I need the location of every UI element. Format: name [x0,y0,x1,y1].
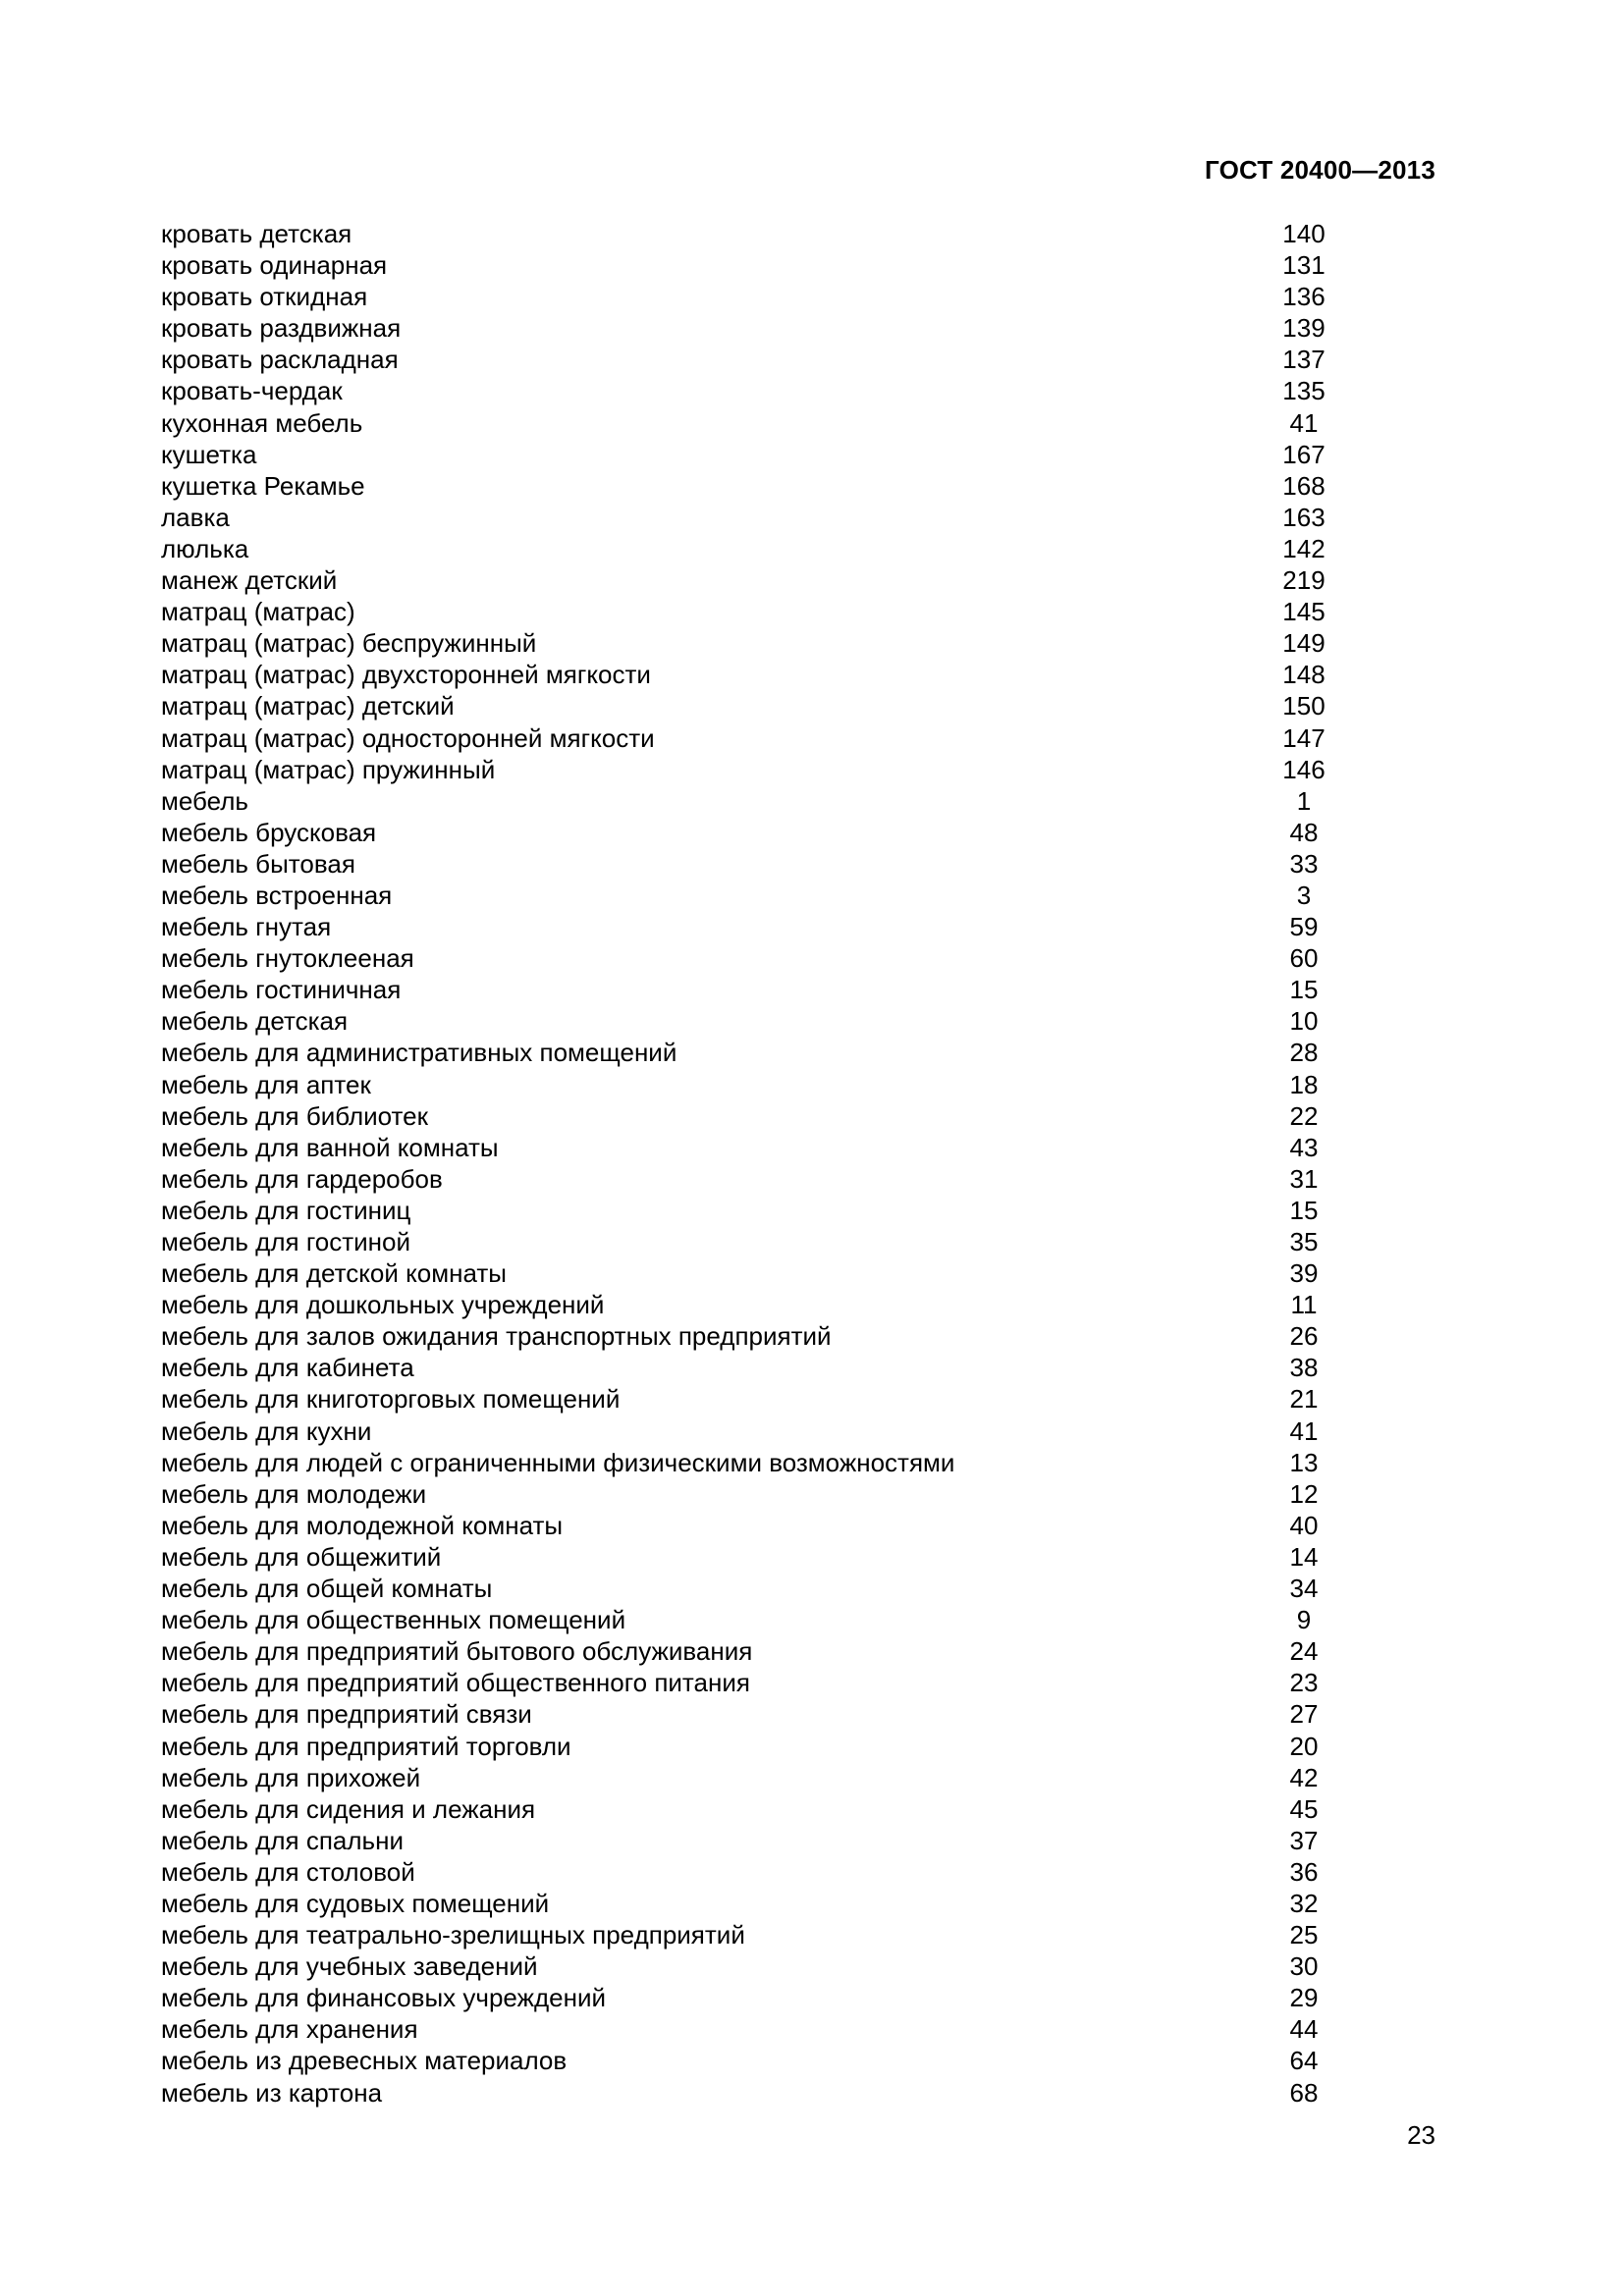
index-number: 9 [1296,1605,1312,1635]
index-number: 15 [1289,1195,1319,1225]
index-number: 23 [1289,1668,1319,1698]
index-entry [161,2013,1359,2045]
index-number: 44 [1289,2014,1319,2045]
index-entry [161,1478,1359,1510]
index-term: матрац (матрас) беспружинный [161,628,537,659]
index-number: 148 [1282,660,1326,690]
index-term: мебель для общественных помещений [161,1605,626,1635]
index-entry [161,1856,1359,1888]
index-term: кровать раскладная [161,345,399,375]
index-entry [161,1320,1359,1352]
index-term: мебель для спальни [161,1825,404,1855]
index-entry [161,375,1359,406]
index-entry [161,1510,1359,1541]
index-term: мебель для ванной комнаты [161,1132,499,1162]
index-term: кровать одинарная [161,250,388,281]
index-entry [161,596,1359,627]
index-entry [161,564,1359,596]
index-term: мебель для судовых помещений [161,1888,550,1918]
index-entry [161,1257,1359,1289]
index-term: матрац (матрас) детский [161,691,455,721]
index-number: 147 [1282,722,1326,753]
index-term: мебель для предприятий связи [161,1699,532,1730]
index-number: 28 [1289,1038,1319,1068]
index-entry [161,1415,1359,1447]
index-term: мебель для общей комнаты [161,1574,493,1604]
index-entry [161,1447,1359,1478]
index-entry [161,1541,1359,1573]
index-number: 32 [1289,1888,1319,1918]
index-entry [161,1383,1359,1415]
index-number: 131 [1282,250,1326,281]
index-number: 145 [1282,597,1326,627]
index-entry [161,218,1359,249]
index-number: 10 [1289,1006,1319,1037]
index-number: 137 [1282,345,1326,375]
index-entry [161,1950,1359,1982]
index-entry [161,1982,1359,2013]
index-number: 43 [1289,1132,1319,1162]
index-entry [161,1163,1359,1195]
index-entry [161,470,1359,502]
index-term: мебель брусковая [161,817,377,847]
index-entry [161,942,1359,974]
index-number: 15 [1289,975,1319,1005]
document-code-header: ГОСТ 20400—2013 [1205,155,1435,185]
index-entry [161,659,1359,690]
index-term: мебель для предприятий бытового обслуживания [161,1636,753,1667]
index-number: 45 [1289,1793,1319,1824]
index-number: 140 [1282,219,1326,248]
index-term: мебель для залов ожидания транспортных предприятий [161,1321,832,1352]
index-term: мебель гнутоклееная [161,943,414,974]
index-entry [161,1037,1359,1068]
index-number: 20 [1289,1731,1319,1761]
index-number: 146 [1282,754,1326,784]
index-entry [161,690,1359,721]
index-term: мебель для библиотек [161,1100,428,1131]
index-number: 35 [1289,1227,1319,1256]
index-entry [161,1100,1359,1132]
index-number: 42 [1289,1762,1319,1792]
index-entry [161,1667,1359,1698]
index-term: мебель для детской комнаты [161,1258,507,1289]
index-term: люлька [161,533,249,563]
index-term: мебель бытовая [161,848,355,879]
index-term: кровать откидная [161,282,368,312]
index-entry [161,627,1359,659]
index-entry [161,1635,1359,1667]
index-term: мебель для общежитий [161,1541,442,1572]
index-term: мебель из древесных материалов [161,2046,568,2076]
index-number: 30 [1289,1951,1319,1982]
index-term: мебель для дошкольных учреждений [161,1290,605,1320]
index-number: 38 [1289,1353,1319,1383]
index-term: мебель для предприятий общественного питания [161,1668,750,1698]
index-term: мебель для прихожей [161,1762,421,1792]
index-entry [161,249,1359,281]
index-term: мебель для молодежной комнаты [161,1510,564,1540]
index-number: 135 [1282,376,1326,406]
index-entry [161,1919,1359,1950]
index-entry [161,1289,1359,1320]
index-number: 41 [1289,1415,1319,1446]
index-number: 29 [1289,1983,1319,2013]
index-number: 24 [1289,1636,1319,1667]
index-number: 219 [1282,565,1326,596]
index-entry [161,880,1359,911]
index-term: мебель для предприятий торговли [161,1731,571,1761]
index-number: 25 [1289,1920,1319,1950]
index-term: матрац (матрас) [161,597,355,627]
index-number: 31 [1289,1163,1319,1194]
index-number: 37 [1289,1825,1319,1855]
index-term: мебель для театрально-зрелищных предприятий [161,1920,745,1950]
index-number: 41 [1289,407,1319,438]
index-entry [161,1005,1359,1037]
index-entry [161,281,1359,312]
index-entry [161,848,1359,880]
index-term: кухонная мебель [161,407,363,438]
index-number: 22 [1289,1100,1319,1131]
index-number: 33 [1289,848,1319,879]
index-term: мебель гнутая [161,912,332,942]
index-term: мебель для учебных заведений [161,1951,538,1982]
index-entry [161,1573,1359,1604]
alphabetical-index-list [161,218,1359,2109]
index-entry [161,1698,1359,1730]
index-term: кровать детская [161,219,352,248]
index-number: 60 [1289,943,1319,974]
index-number: 40 [1289,1510,1319,1540]
index-number: 36 [1289,1856,1319,1887]
index-number: 3 [1296,880,1312,910]
index-number: 14 [1289,1541,1319,1572]
index-term: матрац (матрас) двухсторонней мягкости [161,660,651,690]
index-entry [161,974,1359,1005]
index-number: 13 [1289,1447,1319,1477]
index-entry [161,439,1359,470]
index-number: 11 [1290,1290,1318,1320]
index-number: 163 [1282,502,1326,532]
index-term: кровать-чердак [161,376,343,406]
index-number: 167 [1282,439,1326,469]
index-term: мебель для хранения [161,2014,418,2045]
index-number: 149 [1282,628,1326,659]
index-term: мебель для книготорговых помещений [161,1384,621,1415]
index-term: матрац (матрас) односторонней мягкости [161,722,655,753]
index-number: 136 [1282,282,1326,312]
index-term: мебель для административных помещений [161,1038,677,1068]
index-term: мебель для сидения и лежания [161,1793,536,1824]
index-entry [161,533,1359,564]
index-entry [161,1762,1359,1793]
index-entry [161,1793,1359,1825]
index-term: кушетка Рекамье [161,470,365,501]
index-entry [161,1604,1359,1635]
index-term: мебель гостиничная [161,975,402,1005]
index-term: мебель для гардеробов [161,1163,443,1194]
index-entry [161,754,1359,785]
index-term: мебель из картона [161,2077,383,2108]
index-number: 64 [1289,2046,1319,2076]
index-entry [161,502,1359,533]
index-entry [161,407,1359,439]
index-number: 12 [1289,1478,1319,1509]
index-term: мебель для кухни [161,1415,372,1446]
index-term: лавка [161,502,230,532]
index-term: мебель для гостиниц [161,1195,411,1225]
index-number: 142 [1282,533,1326,563]
index-entry [161,2077,1359,2109]
index-number: 1 [1296,785,1312,816]
index-term: мебель встроенная [161,880,393,910]
index-term: мебель для гостиной [161,1227,410,1256]
index-number: 18 [1289,1069,1319,1099]
index-entry [161,722,1359,754]
index-entry [161,344,1359,375]
index-entry [161,785,1359,817]
index-number: 26 [1289,1321,1319,1352]
index-number: 68 [1289,2077,1319,2108]
index-entry [161,1195,1359,1226]
index-entry [161,1226,1359,1257]
index-term: мебель для кабинета [161,1353,414,1383]
index-entry [161,1352,1359,1383]
index-term: мебель [161,785,248,816]
index-number: 48 [1289,817,1319,847]
index-term: манеж детский [161,565,338,596]
index-number: 168 [1282,470,1326,501]
index-entry [161,312,1359,344]
index-term: мебель детская [161,1006,349,1037]
index-entry [161,2045,1359,2076]
index-term: матрац (матрас) пружинный [161,754,496,784]
index-number: 139 [1282,313,1326,344]
index-term: мебель для финансовых учреждений [161,1983,606,2013]
index-term: мебель для аптек [161,1069,371,1099]
index-term: мебель для молодежи [161,1478,427,1509]
index-number: 150 [1282,691,1326,721]
index-number: 27 [1289,1699,1319,1730]
index-entry [161,1069,1359,1100]
index-entry [161,1825,1359,1856]
index-term: кровать раздвижная [161,313,402,344]
index-number: 21 [1289,1384,1319,1415]
index-number: 59 [1289,912,1319,942]
index-term: мебель для людей с ограниченными физическими возможностями [161,1447,955,1477]
index-term: мебель для столовой [161,1856,415,1887]
index-entry [161,1888,1359,1919]
index-entry [161,817,1359,848]
index-entry [161,1132,1359,1163]
index-number: 39 [1289,1258,1319,1289]
index-entry [161,1731,1359,1762]
page-number: 23 [1407,2120,1435,2150]
index-number: 34 [1289,1574,1319,1604]
index-term: кушетка [161,439,257,469]
index-entry [161,911,1359,942]
